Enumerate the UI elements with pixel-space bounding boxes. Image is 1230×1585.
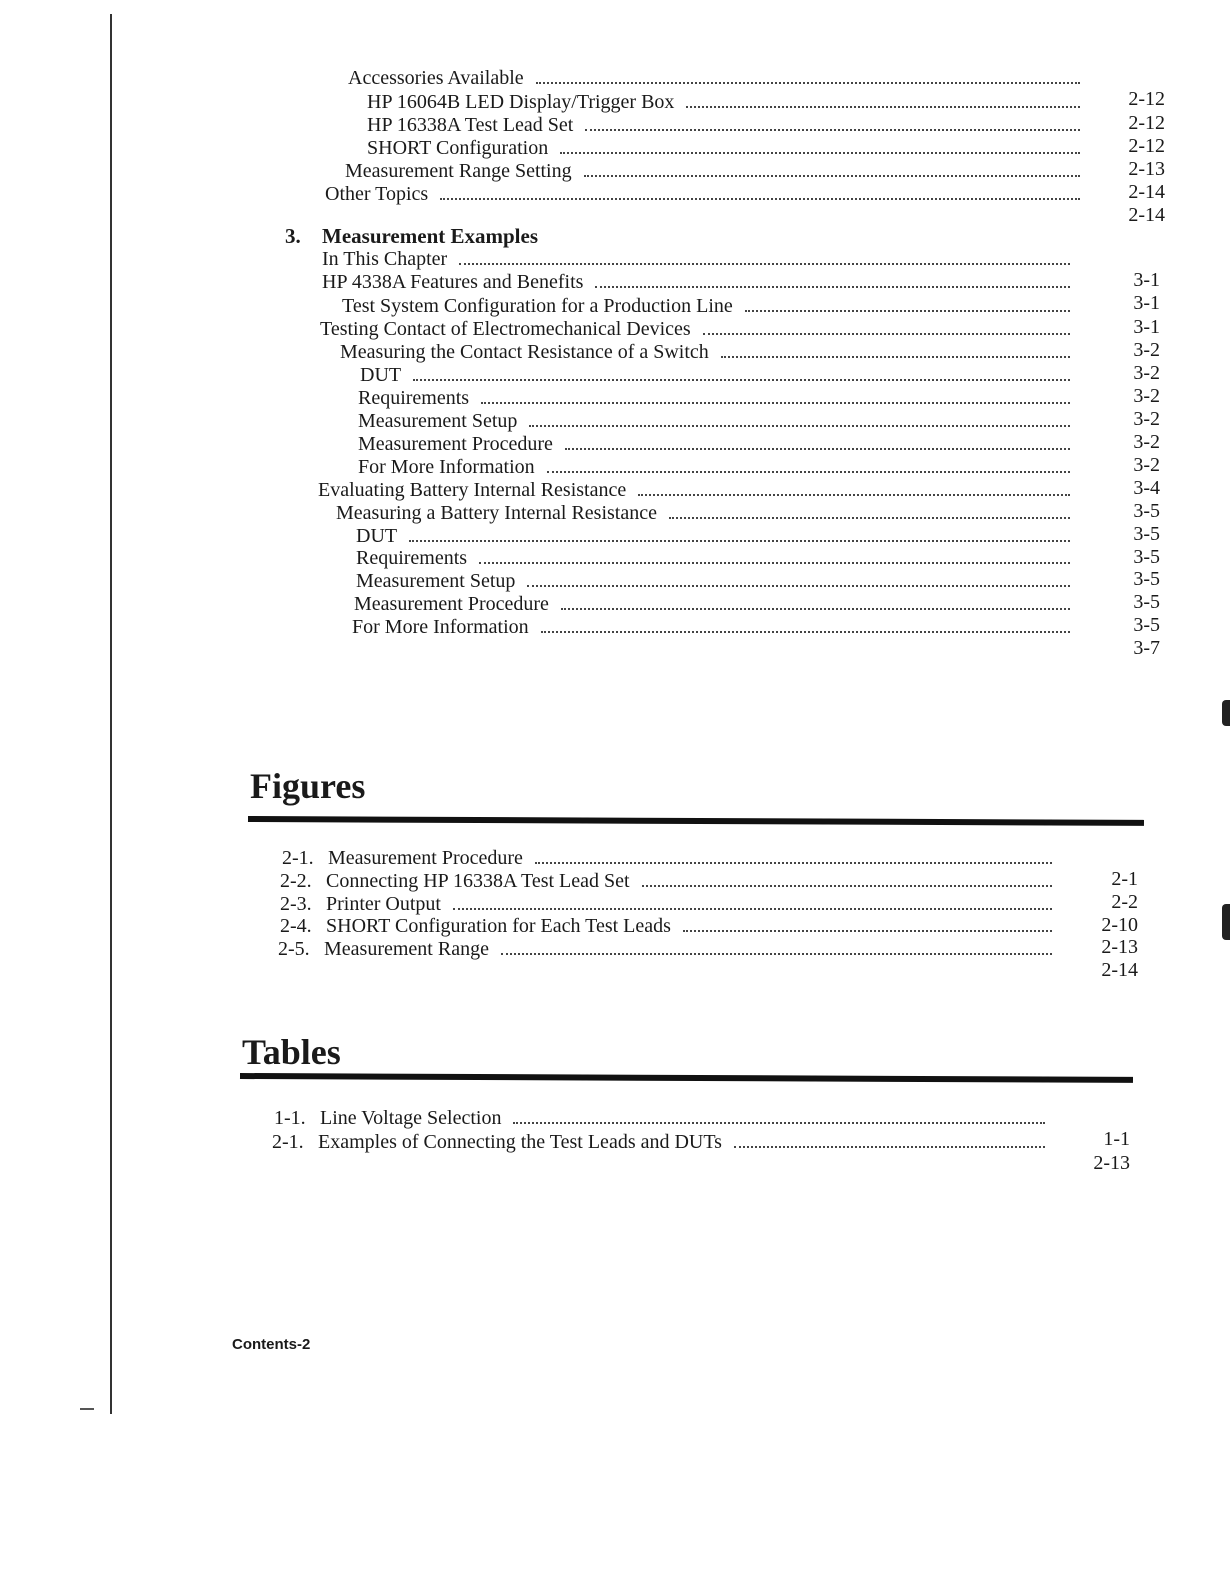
dot-leader — [459, 263, 1070, 265]
entry-title: HP 16338A Test Lead Set — [367, 114, 574, 136]
entry-page-number: 2-13 — [1101, 936, 1138, 958]
toc-entry[interactable] — [348, 66, 1090, 90]
entry-page-number: 2-12 — [1128, 135, 1165, 157]
entry-page-number: 3-2 — [1133, 339, 1160, 361]
entry-page-number: 3-1 — [1133, 292, 1160, 314]
entry-title: Measuring a Battery Internal Resistance — [336, 502, 657, 524]
toc-entry[interactable] — [318, 478, 1080, 502]
toc-entry[interactable] — [367, 113, 1090, 137]
entry-page-number: 2-14 — [1128, 204, 1165, 226]
toc-entry[interactable] — [345, 159, 1090, 183]
entry-page-number: 3-2 — [1133, 385, 1160, 407]
dot-leader — [683, 930, 1052, 932]
toc-entry[interactable] — [354, 592, 1080, 616]
toc-entry[interactable] — [358, 386, 1080, 410]
tables-heading: Tables — [242, 1032, 341, 1072]
entry-number: 2-3. — [280, 893, 312, 915]
dot-leader — [481, 402, 1070, 404]
entry-title: Line Voltage Selection — [320, 1107, 502, 1129]
dot-leader — [413, 379, 1070, 381]
dot-leader — [560, 152, 1080, 154]
entry-number: 2-5. — [278, 938, 310, 960]
dot-leader — [642, 885, 1052, 887]
entry-title: DUT — [356, 525, 398, 547]
entry-page-number: 3-2 — [1133, 362, 1160, 384]
entry-title: DUT — [360, 364, 402, 386]
figures-heading: Figures — [250, 766, 366, 806]
dot-leader — [669, 517, 1070, 519]
edge-hole-mark — [1222, 700, 1230, 726]
dot-leader — [745, 310, 1070, 312]
entry-page-number: 2-14 — [1128, 181, 1165, 203]
chapter-number: 3. — [285, 224, 301, 248]
entry-title: HP 16064B LED Display/Trigger Box — [367, 91, 675, 113]
entry-page-number: 2-10 — [1101, 914, 1138, 936]
dot-leader — [479, 562, 1070, 564]
entry-title: Test System Configuration for a Production Line — [342, 295, 733, 317]
toc-entry[interactable] — [342, 294, 1080, 318]
entry-title: Measurement Setup — [356, 570, 516, 592]
dot-leader — [721, 356, 1070, 358]
entry-page-number: 2-2 — [1111, 891, 1138, 913]
dot-leader — [541, 631, 1070, 633]
toc-entry[interactable] — [280, 892, 1062, 916]
binding-edge-mark — [80, 1408, 94, 1410]
page-footer: Contents-2 — [232, 1336, 311, 1353]
entry-page-number: 2-13 — [1128, 158, 1165, 180]
tables-rule — [240, 1073, 1133, 1083]
entry-title: Examples of Connecting the Test Leads and DUTs — [318, 1131, 722, 1153]
entry-number: 2-4. — [280, 915, 312, 937]
entry-page-number: 3-5 — [1133, 500, 1160, 522]
entry-page-number: 1-1 — [1103, 1128, 1130, 1150]
entry-page-number: 2-1 — [1111, 868, 1138, 890]
toc-entry[interactable] — [356, 524, 1080, 548]
entry-page-number: 2-13 — [1093, 1152, 1130, 1174]
entry-title: SHORT Configuration for Each Test Leads — [326, 915, 671, 937]
figures-rule — [248, 816, 1144, 826]
dot-leader — [535, 862, 1052, 864]
dot-leader — [734, 1146, 1045, 1148]
entry-title: Printer Output — [326, 893, 441, 915]
dot-leader — [527, 585, 1070, 587]
entry-title: Measurement Range Setting — [345, 160, 572, 182]
toc-entry[interactable] — [280, 869, 1062, 893]
entry-title: Measuring the Contact Resistance of a Switch — [340, 341, 709, 363]
entry-page-number: 3-5 — [1133, 614, 1160, 636]
entry-title: Requirements — [358, 387, 470, 409]
toc-entry[interactable] — [282, 846, 1062, 870]
entry-title: In This Chapter — [322, 248, 448, 270]
toc-entry[interactable] — [272, 1130, 1055, 1154]
entry-title: Testing Contact of Electromechanical Devices — [320, 318, 691, 340]
dot-leader — [638, 494, 1070, 496]
toc-entry[interactable] — [322, 247, 1080, 271]
dot-leader — [686, 106, 1080, 108]
entry-page-number: 3-2 — [1133, 431, 1160, 453]
toc-entry[interactable] — [352, 615, 1080, 639]
entry-title: Measurement Procedure — [354, 593, 549, 615]
chapter-title: Measurement Examples — [322, 224, 538, 248]
binding-edge-line — [110, 14, 112, 1414]
toc-entry[interactable] — [336, 501, 1080, 525]
entry-title: HP 4338A Features and Benefits — [322, 271, 584, 293]
entry-page-number: 3-2 — [1133, 408, 1160, 430]
entry-title: For More Information — [352, 616, 529, 638]
entry-page-number: 3-2 — [1133, 454, 1160, 476]
dot-leader — [536, 82, 1080, 84]
entry-page-number: 2-12 — [1128, 112, 1165, 134]
entry-title: For More Information — [358, 456, 535, 478]
toc-entry[interactable] — [325, 182, 1090, 206]
entry-title: Requirements — [356, 547, 468, 569]
toc-entry[interactable] — [356, 569, 1080, 593]
entry-page-number: 2-14 — [1101, 959, 1138, 981]
dot-leader — [513, 1122, 1045, 1124]
dot-leader — [547, 471, 1070, 473]
dot-leader — [595, 286, 1070, 288]
entry-title: Other Topics — [325, 183, 429, 205]
dot-leader — [703, 333, 1070, 335]
toc-entry[interactable] — [358, 455, 1080, 479]
toc-entry[interactable] — [358, 432, 1080, 456]
entry-page-number: 3-5 — [1133, 546, 1160, 568]
entry-page-number: 3-1 — [1133, 269, 1160, 291]
entry-number: 2-1. — [282, 847, 314, 869]
dot-leader — [453, 908, 1052, 910]
toc-entry[interactable] — [360, 363, 1080, 387]
dot-leader — [561, 608, 1070, 610]
entry-title: Evaluating Battery Internal Resistance — [318, 479, 627, 501]
entry-title: Measurement Procedure — [328, 847, 523, 869]
dot-leader — [565, 448, 1070, 450]
toc-entry[interactable] — [367, 90, 1090, 114]
toc-entry[interactable] — [356, 546, 1080, 570]
dot-leader — [440, 198, 1080, 200]
entry-page-number: 3-5 — [1133, 568, 1160, 590]
toc-entry[interactable] — [280, 914, 1062, 938]
entry-title: Measurement Procedure — [358, 433, 553, 455]
dot-leader — [409, 540, 1070, 542]
entry-number: 1-1. — [274, 1107, 306, 1129]
entry-page-number: 3-1 — [1133, 316, 1160, 338]
dot-leader — [501, 953, 1052, 955]
entry-number: 2-1. — [272, 1131, 304, 1153]
entry-title: Measurement Setup — [358, 410, 518, 432]
dot-leader — [529, 425, 1070, 427]
toc-entry[interactable] — [367, 136, 1090, 160]
toc-entry[interactable] — [358, 409, 1080, 433]
toc-entry[interactable] — [278, 937, 1062, 961]
entry-page-number: 3-5 — [1133, 591, 1160, 613]
toc-entry[interactable] — [340, 340, 1080, 364]
entry-title: SHORT Configuration — [367, 137, 549, 159]
dot-leader — [585, 129, 1080, 131]
entry-title: Accessories Available — [348, 67, 524, 89]
entry-title: Connecting HP 16338A Test Lead Set — [326, 870, 630, 892]
toc-entry[interactable] — [274, 1106, 1055, 1130]
entry-page-number: 3-5 — [1133, 523, 1160, 545]
entry-page-number: 3-4 — [1133, 477, 1160, 499]
entry-title: Measurement Range — [324, 938, 489, 960]
entry-page-number: 3-7 — [1133, 637, 1160, 659]
edge-hole-mark — [1222, 904, 1230, 940]
toc-entry[interactable] — [322, 270, 1080, 294]
entry-number: 2-2. — [280, 870, 312, 892]
toc-entry[interactable] — [320, 317, 1080, 341]
entry-page-number: 2-12 — [1128, 88, 1165, 110]
dot-leader — [584, 175, 1080, 177]
chapter-3-heading[interactable] — [285, 224, 538, 248]
